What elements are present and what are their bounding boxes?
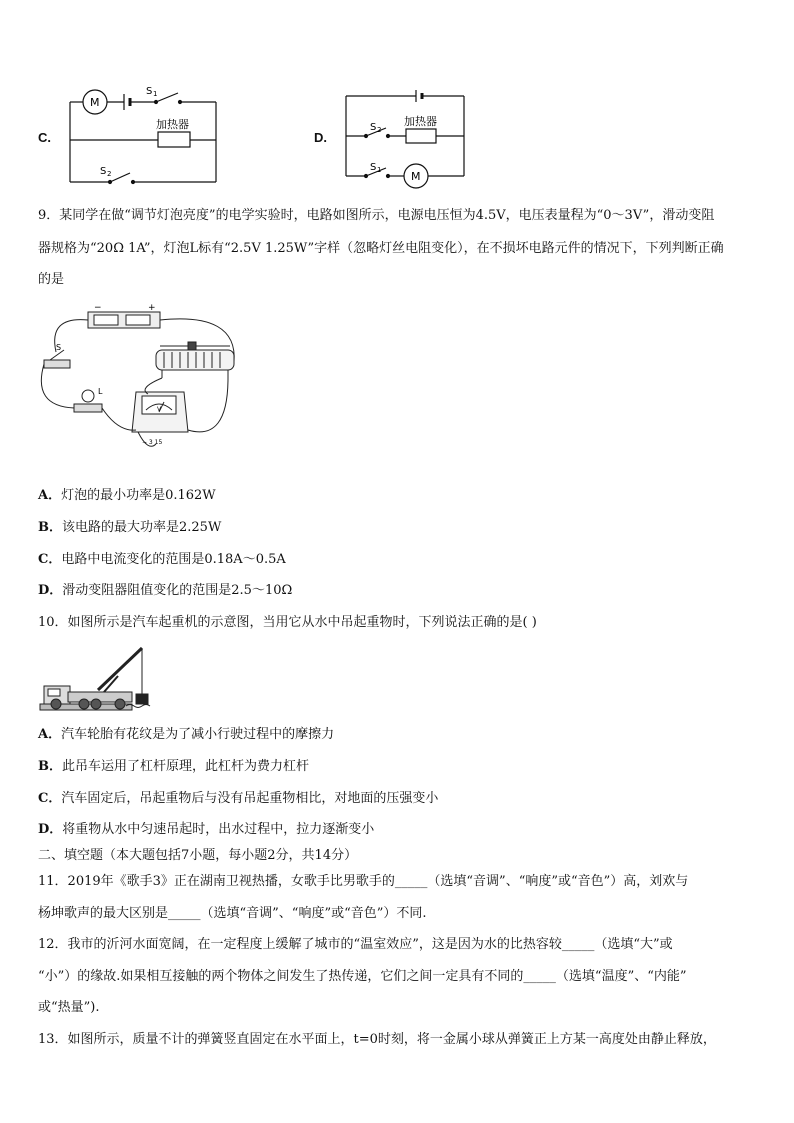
switch-label: S — [56, 343, 62, 352]
q11-line1: 11．2019年《歌手3》正在湖南卫视热播，女歌手比男歌手的_____（选填“音调”、“响度”或“音色”）高，刘欢与 — [38, 874, 689, 889]
option-label: A． — [38, 488, 62, 503]
option-label: C． — [38, 552, 62, 567]
option-label: B． — [38, 520, 62, 535]
q8-option-d — [314, 88, 514, 198]
section-title: 二、填空题（本大题包括7小题，每小题2分，共14分） — [38, 848, 358, 863]
q9-option-a — [38, 487, 216, 505]
s2-label: S — [100, 166, 107, 177]
q12-line3: 或“热量”). — [38, 1000, 100, 1015]
q9-option-b — [38, 519, 221, 537]
circuit-diagram-d — [342, 88, 472, 192]
q9-stem-line3: 的是 — [38, 272, 65, 287]
option-text: 滑动变阻器阻值变化的范围是2.5～10Ω — [62, 583, 293, 598]
q9-option-d — [38, 582, 292, 600]
motor-label: M — [90, 96, 100, 109]
q10-option-b — [38, 758, 309, 776]
option-c-label: C. — [38, 130, 51, 145]
q10-stem: 10．如图所示是汽车起重机的示意图，当用它从水中吊起重物时，下列说法正确的是( ) — [38, 615, 537, 630]
q10-crane-figure — [38, 642, 158, 718]
option-d-label: D. — [314, 130, 327, 145]
q9-option-c — [38, 551, 286, 569]
q12-line1: 12．我市的沂河水面宽阔，在一定程度上缓解了城市的“温室效应”，这是因为水的比热容较_____（选填“大”或 — [38, 937, 673, 952]
option-text: 汽车轮胎有花纹是为了减小行驶过程中的摩擦力 — [61, 727, 335, 742]
circuit-diagram-c — [66, 82, 236, 192]
q9-stem-line2: 器规格为“20Ω 1A”，灯泡L标有“2.5V 1.25W”字样（忽略灯丝电阻变化），在不损坏电路元件的情况下，下列判断正确 — [38, 241, 724, 256]
s1-label: S — [370, 162, 377, 173]
q12-line2: “小”）的缘故.如果相互接触的两个物体之间发生了热传递，它们之间一定具有不同的_____（选填“温度”、“内能” — [38, 969, 687, 984]
voltmeter-scale: − 3 15 — [142, 439, 163, 446]
q10-option-c — [38, 790, 438, 808]
option-text: 将重物从水中匀速吊起时，出水过程中，拉力逐渐变小 — [62, 822, 375, 837]
option-text: 该电路的最大功率是2.25W — [62, 520, 222, 535]
option-label: D． — [38, 583, 63, 598]
option-label: A． — [38, 727, 62, 742]
option-text: 汽车固定后，吊起重物后与没有吊起重物相比，对地面的压强变小 — [61, 791, 439, 806]
s1-sub: 1 — [153, 90, 158, 98]
s2-sub: 2 — [377, 126, 382, 134]
s1-sub: 1 — [377, 166, 382, 174]
option-label: B． — [38, 759, 62, 774]
s2-label: S — [370, 122, 377, 133]
q9-experiment-figure — [38, 302, 248, 457]
q13-line1: 13．如图所示，质量不计的弹簧竖直固定在水平面上，t=0时刻，将一金属小球从弹簧正上方某一高度处由静止释放， — [38, 1032, 716, 1047]
option-text: 此吊车运用了杠杆原理，此杠杆为费力杠杆 — [62, 759, 310, 774]
option-text: 灯泡的最小功率是0.162W — [61, 488, 216, 503]
q10-option-d — [38, 821, 374, 839]
battery-pos-label: + — [148, 303, 156, 313]
voltmeter-label: V — [157, 406, 162, 413]
lamp-label: L — [98, 387, 103, 396]
option-text: 电路中电流变化的范围是0.18A～0.5A — [61, 552, 286, 567]
heater-label: 加热器 — [156, 118, 189, 131]
option-label: D． — [38, 822, 63, 837]
q11-line2: 杨坤歌声的最大区别是_____（选填“音调”、“响度”或“音色”）不同. — [38, 906, 427, 921]
motor-label: M — [411, 170, 421, 183]
heater-label: 加热器 — [404, 115, 437, 128]
s2-sub: 2 — [107, 170, 112, 178]
q9-stem-line1: 9．某同学在做“调节灯泡亮度”的电学实验时，电路如图所示，电源电压恒为4.5V，电压表量程为“0～3V”，滑动变阻 — [38, 208, 715, 223]
battery-neg-label: − — [94, 303, 102, 313]
option-label: C． — [38, 791, 62, 806]
q8-option-c — [38, 82, 258, 192]
s1-label: S — [146, 86, 153, 97]
q10-option-a — [38, 726, 334, 744]
